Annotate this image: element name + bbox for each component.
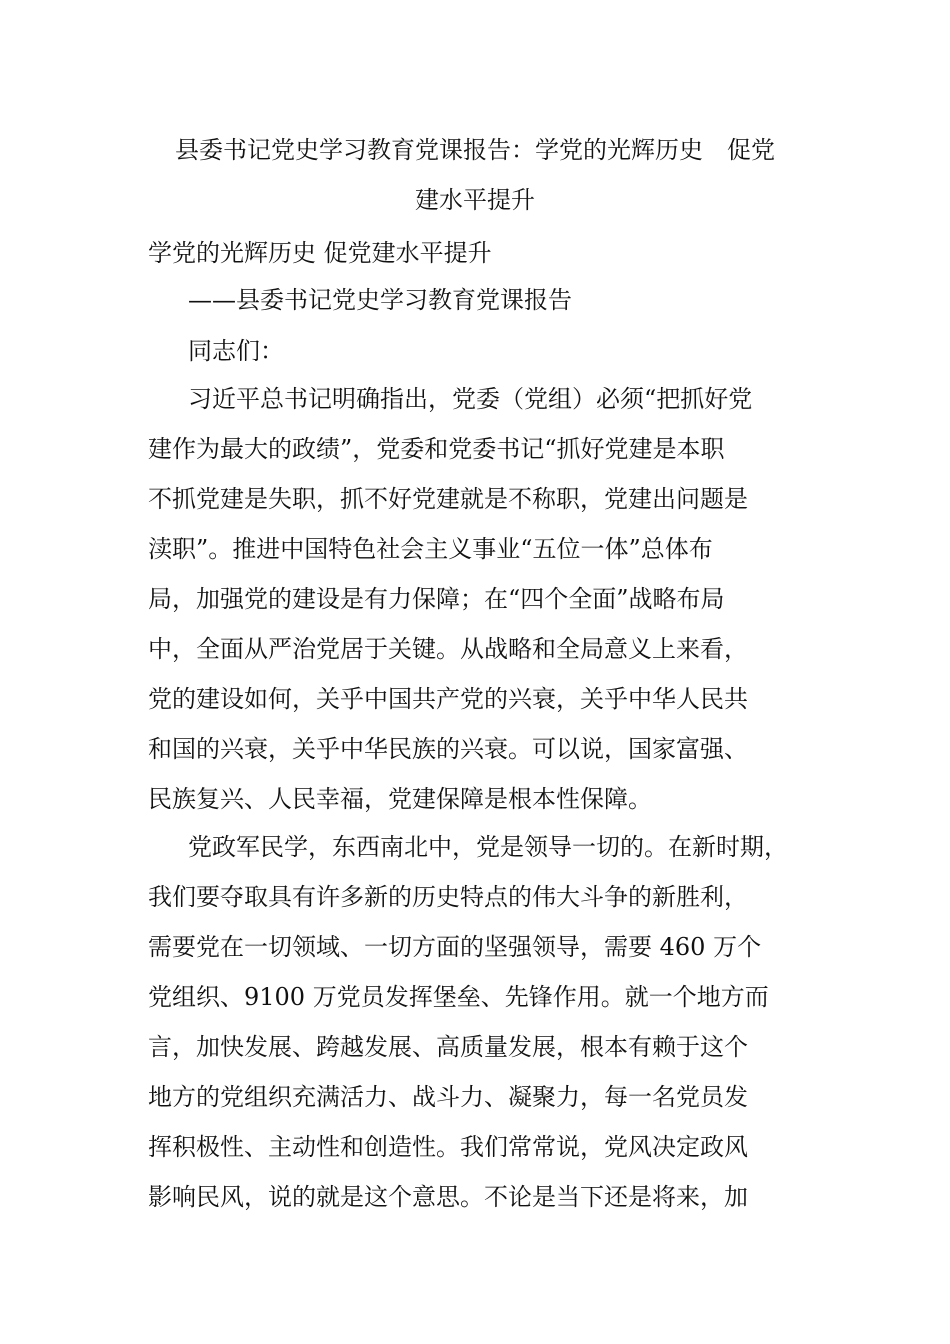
paragraph-line: 需要党在一切领域、一切方面的坚强领导，需要 460 万个 [148, 933, 762, 961]
paragraph-line: 中，全面从严治党居于关键。从战略和全局意义上来看， [148, 635, 748, 663]
paragraph-line: 不抓党建是失职，抓不好党建就是不称职，党建出问题是 [148, 485, 748, 513]
paragraph-line: 地方的党组织充满活力、战斗力、凝聚力，每一名党员发 [148, 1083, 748, 1111]
paragraph-line: 习近平总书记明确指出，党委（党组）必须“把抓好党 [188, 385, 753, 413]
paragraph-line: 我们要夺取具有许多新的历史特点的伟大斗争的新胜利， [148, 883, 748, 911]
paragraph-line: 言，加快发展、跨越发展、高质量发展，根本有赖于这个 [148, 1033, 748, 1061]
document-title-line-1: 县委书记党史学习教育党课报告：学党的光辉历史 促党 [175, 136, 775, 164]
paragraph-line: 建作为最大的政绩”，党委和党委书记“抓好党建是本职 [148, 435, 725, 463]
paragraph-line: 民族复兴、人民幸福，党建保障是根本性保障。 [148, 785, 652, 813]
salutation: 同志们： [188, 337, 284, 365]
paragraph-line: 影响民风，说的就是这个意思。不论是当下还是将来，加 [148, 1183, 748, 1211]
paragraph-1 [148, 374, 838, 824]
paragraph-line: 局，加强党的建设是有力保障；在“四个全面”战略布局 [148, 585, 725, 613]
paragraph-line: 党组织、9100 万党员发挥堡垒、先锋作用。就一个地方而 [148, 983, 769, 1011]
paragraph-line: 和国的兴衰，关乎中华民族的兴衰。可以说，国家富强、 [148, 735, 748, 763]
paragraph-line: 党的建设如何，关乎中国共产党的兴衰，关乎中华人民共 [148, 685, 748, 713]
paragraph-line: 挥积极性、主动性和创造性。我们常常说，党风决定政风 [148, 1133, 748, 1161]
paragraph-2 [148, 822, 838, 1222]
document-title-line-2: 建水平提升 [415, 186, 535, 214]
paragraph-line: 渎职”。推进中国特色社会主义事业“五位一体”总体布 [148, 535, 713, 563]
paragraph-line: 党政军民学，东西南北中，党是领导一切的。在新时期， [188, 833, 788, 861]
document-heading: 学党的光辉历史 促党建水平提升 [148, 239, 492, 267]
document-subheading: ——县委书记党史学习教育党课报告 [188, 286, 572, 314]
